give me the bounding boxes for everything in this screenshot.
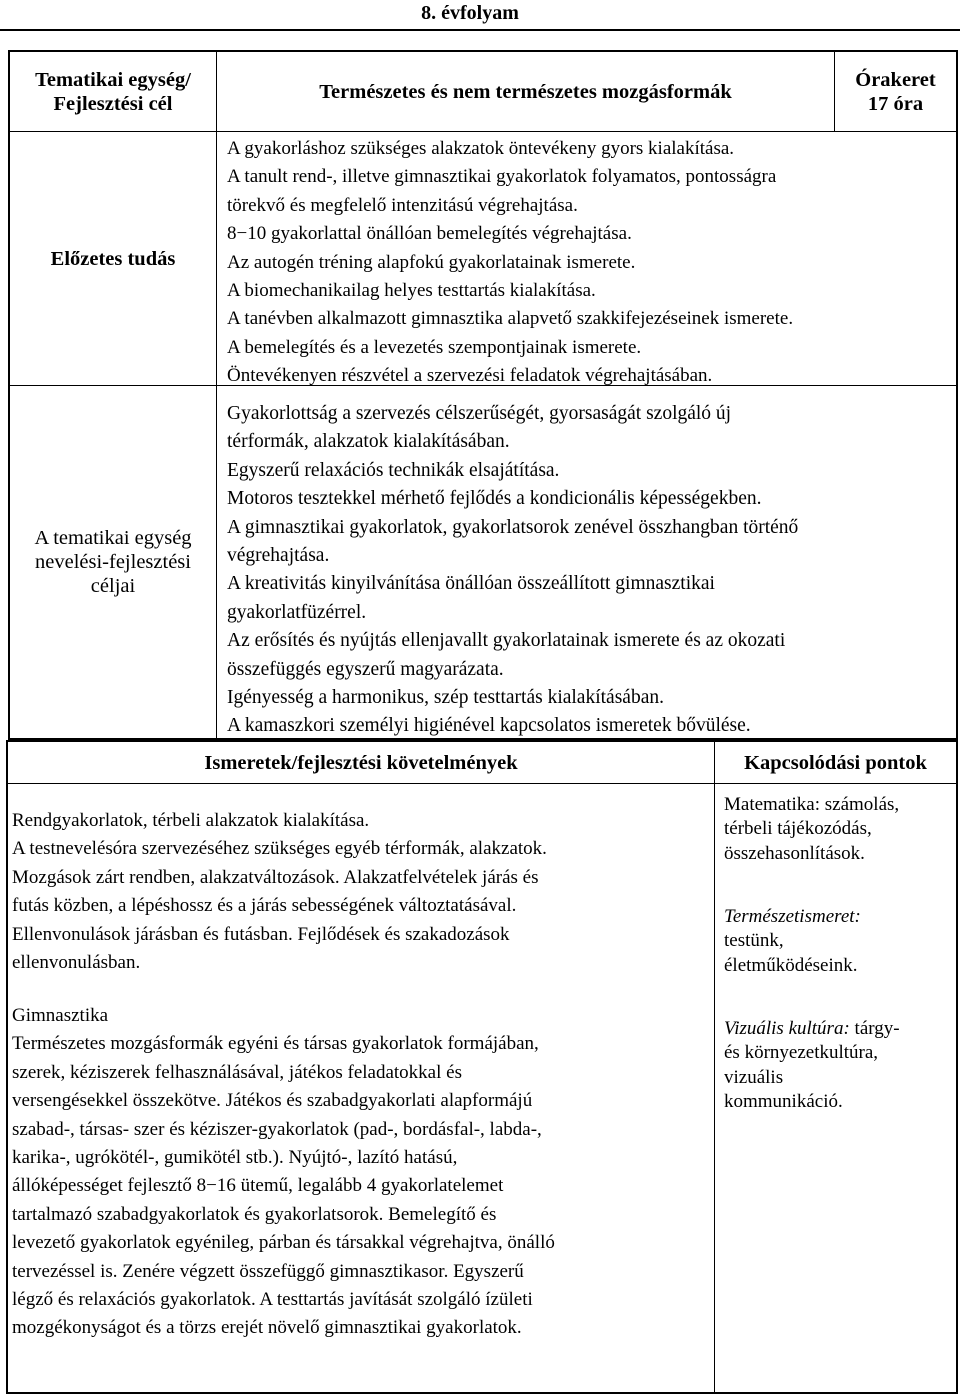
requirements-line: Rendgyakorlatok, térbeli alakzatok kialakítása. [12,810,370,831]
requirements-line: futás közben, a lépéshossz és a járás sebességének változtatásával. [12,895,517,917]
links-header: Kapcsolódási pontok [744,751,927,774]
topic-header-cell [10,52,216,131]
goals-label-cell [10,386,216,738]
top-table-col-divider [216,50,217,740]
requirements-line: Természetes mozgásformák egyéni és társas gyakorlatok formájában, [12,1033,539,1055]
requirements-line: tartalmazó szabadgyakorlatok és gyakorlatsorok. Bemelegítő és [12,1203,497,1225]
prior-knowledge-line: A tanult rend-, illetve gimnasztikai gyakorlatok folyamatos, pontosságra [227,166,777,188]
goals-line: A gimnasztikai gyakorlatok, gyakorlatsorok zenével összhangban történő [227,516,799,538]
prior-knowledge-line: 8−10 gyakorlattal önállóan bemelegítés végrehajtása. [227,223,632,245]
links-visual-line: és környezetkultúra, [724,1042,879,1064]
links-visual [724,1017,954,1115]
requirements-line: Ellenvonulások járásban és futásban. Fejlődések és szakadozások [12,923,510,945]
grade-title: 8. évfolyam [421,2,519,24]
hours-cell [835,52,956,131]
prior-knowledge-label: Előzetes tudás [50,247,176,270]
bottom-table-col-divider [714,740,715,1394]
requirements-header: Ismeretek/fejlesztési követelmények [204,751,518,774]
requirements-line: karika-, ugrókötél-, gumikötél stb.). Nyújtó-, lazító hatású, [12,1146,458,1168]
links-math-line: térbeli tájékozódás, [724,818,872,840]
topic-title: Természetes és nem természetes mozgásformák [319,80,732,103]
topic-header-line-1: Tematikai egység/ [35,68,191,91]
requirements-line: A testnevelésóra szervezéséhez szükséges egyéb térformák, alakzatok. [12,838,547,860]
prior-knowledge-line: A gyakorláshoz szükséges alakzatok öntevékeny gyors kialakítása. [227,138,735,159]
links-science-label: Természetismeret: [724,906,861,927]
goals-label-line-2: nevelési-fejlesztési [35,551,191,573]
goals-line: Gyakorlottság a szervezés célszerűségét, gyorsaságát szolgáló új [227,403,732,424]
requirements-line: Gimnasztika [12,1005,109,1026]
hours-value: 17 óra [867,92,924,115]
requirements-line: szabad-, társas- szer és kéziszer-gyakorlatok (pad-, bordásfal-, labda-, [12,1118,542,1140]
requirements-line: tervezéssel is. Zenére végzett összefüggő gimnasztikasor. Egyszerű [12,1260,524,1282]
goals-label-line-3: céljai [90,575,136,597]
goals-line: A kamaszkori személyi higiénével kapcsolatos ismeretek bővülése. [227,715,751,737]
header-rule [0,29,960,31]
goals-line: Igényesség a harmonikus, szép testtartás kialakításában. [227,686,664,708]
bottom-table-header-divider [6,783,958,784]
requirements-line: szerek, kéziszerek felhasználásával, játékos feladatokkal és [12,1061,462,1083]
goals-line: A kreativitás kinyilvánítása önállóan összeállított gimnasztikai [227,573,715,595]
requirements-line: versengésekkel összekötve. Játékos és szabadgyakorlati alapformájú [12,1090,533,1112]
requirements-line: légző és relaxációs gyakorlatok. A testtartás javítását szolgáló ízületi [12,1288,533,1310]
goals-line: Az erősítés és nyújtás ellenjavallt gyakorlatainak ismerete és az okozati [227,630,786,652]
links-math-line: Matematika: számolás, [724,794,900,815]
links-visual-rest: tárgy- [849,1018,900,1039]
goals-line: gyakorlatfüzérrel. [227,601,367,623]
prior-knowledge-line: A tanévben alkalmazott gimnasztika alapvető szakkifejezéseinek ismerete. [227,308,794,330]
links-visual-first-line [724,1017,954,1041]
links-visual-line: kommunikáció. [724,1091,843,1113]
goals-line: végrehajtása. [227,544,330,566]
links-math [724,793,954,866]
links-science-line: életműködéseink. [724,954,858,976]
requirements-block-2 [12,1002,712,1343]
links-science [724,905,954,978]
requirements-line: mozgékonyságot és a törzs erejét növelő gimnasztikai gyakorlatok. [12,1317,522,1339]
hours-label: Órakeret [855,68,936,91]
prior-knowledge-line: Az autogén tréning alapfokú gyakorlatainak ismerete. [227,251,636,273]
requirements-line: állóképességet fejlesztő 8−16 ütemű, legalább 4 gyakorlatelemet [12,1175,504,1197]
requirements-line: ellenvonulásban. [12,951,141,973]
links-visual-line: vizuális [724,1066,784,1088]
requirements-block-1 [12,807,712,977]
requirements-line: levezető gyakorlatok egyénileg, párban és társakkal végrehajtva, önálló [12,1232,555,1254]
topic-header-line-2: Fejlesztési cél [53,92,173,115]
goals-text [227,400,952,741]
prior-knowledge-line: A biomechanikailag helyes testtartás kialakítása. [227,279,596,301]
requirements-line: Mozgások zárt rendben, alakzatváltozások. Alakzatfelvételek járás és [12,866,539,888]
goals-label-line-1: A tematikai egység [34,527,192,549]
goals-line: Motoros tesztekkel mérhető fejlődés a kondicionális képességekben. [227,488,762,510]
prior-knowledge-line: A bemelegítés és a levezetés szempontjainak ismerete. [227,336,642,358]
links-visual-label: Vizuális kultúra: [724,1018,850,1039]
links-math-line: összehasonlítások. [724,842,865,864]
goals-line: összefüggés egyszerű magyarázata. [227,658,504,680]
prior-knowledge-line: Öntevékenyen részvétel a szervezési feladatok végrehajtásában. [227,365,713,387]
goals-line: Egyszerű relaxációs technikák elsajátítása. [227,459,560,481]
goals-line: térformák, alakzatok kialakításában. [227,431,510,453]
prior-knowledge-text [227,135,952,391]
links-science-line: testünk, [724,930,784,952]
prior-knowledge-line: törekvő és megfelelő intenzitású végrehajtása. [227,194,578,216]
